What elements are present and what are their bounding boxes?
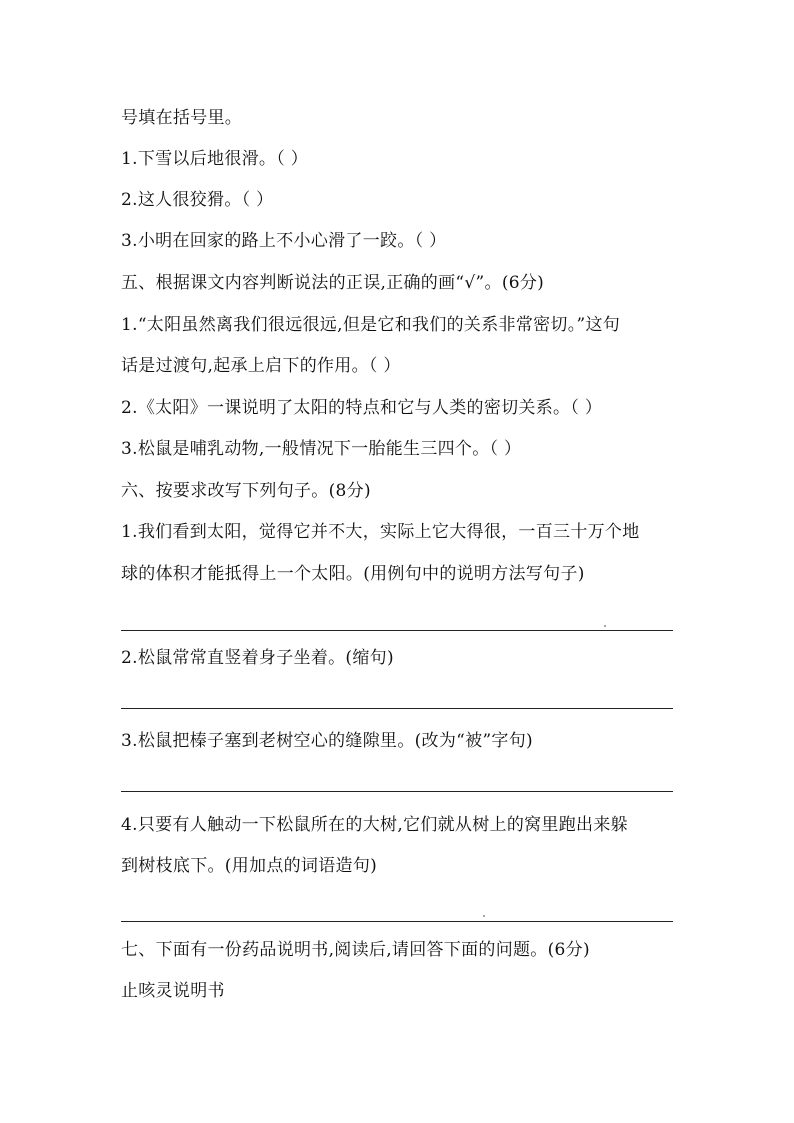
section5-question-1-line2: 话是过渡句,起承上启下的作用。（ ）: [121, 356, 401, 376]
answer-line-1: [121, 630, 673, 631]
section6-question-4-line2: 到树枝底下。(用加点的词语造句): [121, 856, 378, 876]
section5-question-3: 3.松鼠是哺乳动物,一般情况下一胎能生三四个。（ ）: [121, 439, 522, 459]
answer-line-2: [121, 708, 673, 709]
section5-question-1-line1: 1.“太阳虽然离我们很远很远,但是它和我们的关系非常密切。”这句: [121, 315, 621, 335]
section4-question-2: 2.这人很狡猾。（ ）: [121, 190, 274, 210]
section6-question-4-line1: 4.只要有人触动一下松鼠所在的大树,它们就从树上的窝里跑出来躲: [121, 815, 628, 835]
scan-speck: [604, 625, 606, 627]
section4-continuation: 号填在括号里。: [121, 108, 243, 128]
section6-question-3: 3.松鼠把榛子塞到老树空心的缝隙里。(改为“被”字句): [121, 731, 533, 751]
section4-question-1: 1.下雪以后地很滑。（ ）: [121, 149, 309, 169]
section5-question-2: 2.《太阳》一课说明了太阳的特点和它与人类的密切关系。（ ）: [121, 398, 603, 418]
section6-heading: 六、按要求改写下列句子。(8分): [121, 481, 371, 501]
section7-subtitle: 止咳灵说明书: [121, 981, 225, 1001]
section5-heading: 五、根据课文内容判断说法的正误,正确的画“√”。(6分): [121, 273, 545, 293]
section6-question-2: 2.松鼠常常直竖着身子坐着。(缩句): [121, 648, 394, 668]
section4-question-3: 3.小明在回家的路上不小心滑了一跤。（ ）: [121, 231, 447, 251]
section6-question-1-line1: 1.我们看到太阳，觉得它并不大，实际上它大得很，一百三十万个地: [121, 522, 640, 542]
answer-line-3: [121, 791, 673, 792]
section7-heading: 七、下面有一份药品说明书,阅读后,请回答下面的问题。(6分): [121, 940, 590, 960]
answer-line-4: [121, 921, 673, 922]
scan-speck: [483, 915, 485, 917]
section6-question-1-line2: 球的体积才能抵得上一个太阳。(用例句中的说明方法写句子): [121, 564, 585, 584]
